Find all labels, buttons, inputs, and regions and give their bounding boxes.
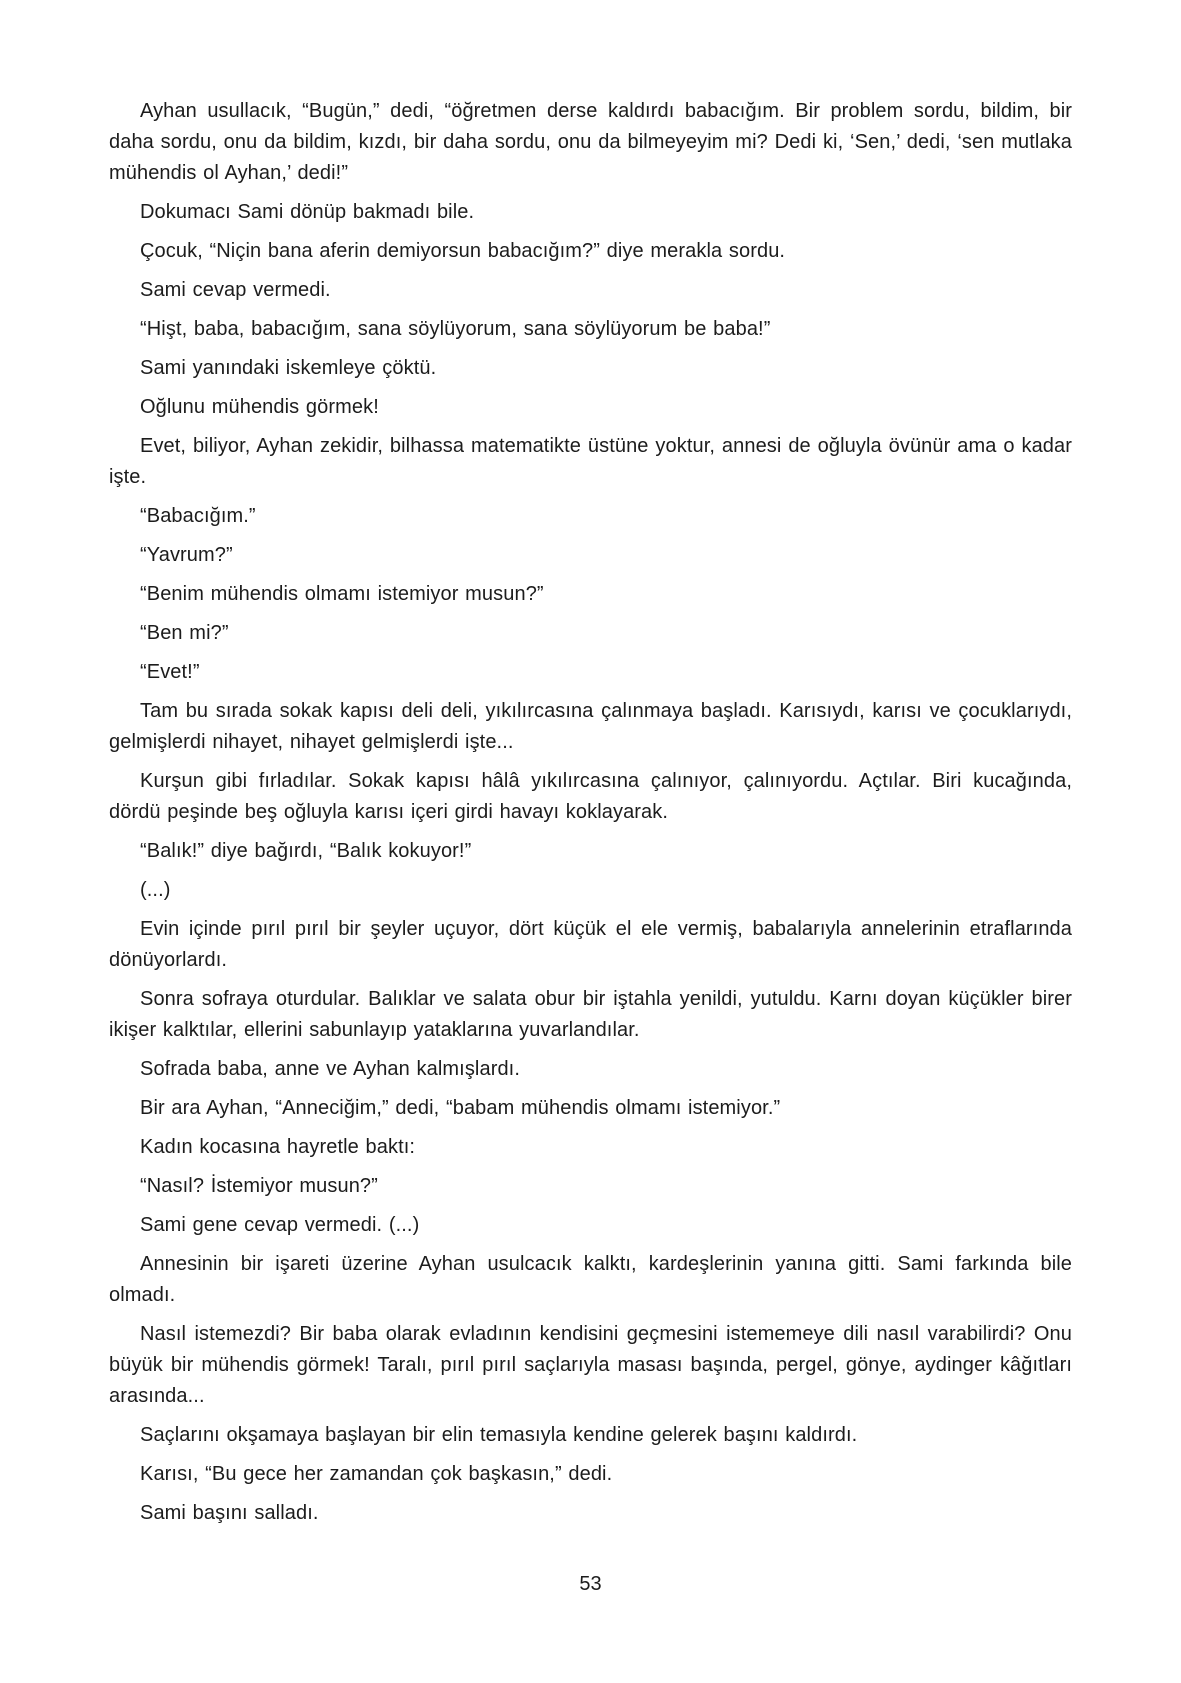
paragraph: “Hişt, baba, babacığım, sana söylüyorum, sana söylüyorum be baba!”: [140, 318, 771, 340]
paragraph: Sami cevap vermedi.: [140, 279, 331, 301]
paragraph: Karısı, “Bu gece her zamandan çok başkasın,” dedi.: [140, 1463, 613, 1485]
paragraph: “Babacığım.”: [140, 505, 256, 527]
paragraph: Saçlarını okşamaya başlayan bir elin temasıyla kendine gelerek başını kaldırdı.: [140, 1424, 858, 1446]
paragraph: Bir ara Ayhan, “Anneciğim,” dedi, “babam mühendis olmamı istemiyor.”: [140, 1097, 781, 1119]
paragraph: “Evet!”: [140, 661, 200, 683]
paragraph: Dokumacı Sami dönüp bakmadı bile.: [140, 201, 475, 223]
paragraph: Evet, biliyor, Ayhan zekidir, bilhassa matematikte üstüne yoktur, annesi de oğluyla övünür ama o kadar işte.: [109, 435, 1072, 488]
paragraph: “Ben mi?”: [140, 622, 229, 644]
paragraph: Sami yanındaki iskemleye çöktü.: [140, 357, 437, 379]
paragraph: Nasıl istemezdi? Bir baba olarak evladının kendisini geçmesini istememeye dili nasıl varabilirdi? Onu büyük bir mühendis görmek! Taralı, pırıl pırıl saçlarıyla masası başında, pergel, gönye, aydinger kâğıtları arasında...: [109, 1323, 1072, 1407]
paragraph: Sami başını salladı.: [140, 1502, 319, 1524]
page-number: 53: [579, 1573, 602, 1595]
paragraph: “Yavrum?”: [140, 544, 233, 566]
paragraph: Ayhan usullacık, “Bugün,” dedi, “öğretmen derse kaldırdı babacığım. Bir problem sordu, bildim, bir daha sordu, onu da bildim, kızdı, bir daha sordu, onu da bilmeyeyim mi? Dedi ki, ‘Sen,’ dedi, ‘sen mutlaka mühendis ol Ayhan,’ dedi!”: [109, 100, 1072, 184]
paragraph: Kadın kocasına hayretle baktı:: [140, 1136, 416, 1158]
paragraph: Sonra sofraya oturdular. Balıklar ve salata obur bir iştahla yenildi, yutuldu. Karnı doyan küçükler birer ikişer kalktılar, ellerini sabunlayıp yataklarına yuvarlandılar.: [109, 988, 1072, 1041]
paragraph: “Benim mühendis olmamı istemiyor musun?”: [140, 583, 544, 605]
paragraph: Annesinin bir işareti üzerine Ayhan usulcacık kalktı, kardeşlerinin yanına gitti. Sami farkında bile olmadı.: [109, 1253, 1072, 1306]
paragraph: Evin içinde pırıl pırıl bir şeyler uçuyor, dört küçük el ele vermiş, babalarıyla annelerinin etraflarında dönüyorlardı.: [109, 918, 1072, 971]
paragraph: “Balık!” diye bağırdı, “Balık kokuyor!”: [140, 840, 472, 862]
paragraph: “Nasıl? İstemiyor musun?”: [140, 1175, 378, 1197]
paragraph: Oğlunu mühendis görmek!: [140, 396, 379, 418]
story-text-block: [109, 96, 1072, 1537]
paragraph: Çocuk, “Niçin bana aferin demiyorsun babacığım?” diye merakla sordu.: [140, 240, 786, 262]
paragraph: Sofrada baba, anne ve Ayhan kalmışlardı.: [140, 1058, 520, 1080]
paragraph: Sami gene cevap vermedi. (...): [140, 1214, 420, 1236]
paragraph: Tam bu sırada sokak kapısı deli deli, yıkılırcasına çalınmaya başladı. Karısıydı, karısı ve çocuklarıydı, gelmişlerdi nihayet, nihayet gelmişlerdi işte...: [109, 700, 1072, 753]
paragraph: Kurşun gibi fırladılar. Sokak kapısı hâlâ yıkılırcasına çalınıyor, çalınıyordu. Açtılar. Biri kucağında, dördü peşinde beş oğluyla karısı içeri girdi havayı koklayarak.: [109, 770, 1072, 823]
paragraph: (...): [140, 879, 171, 901]
